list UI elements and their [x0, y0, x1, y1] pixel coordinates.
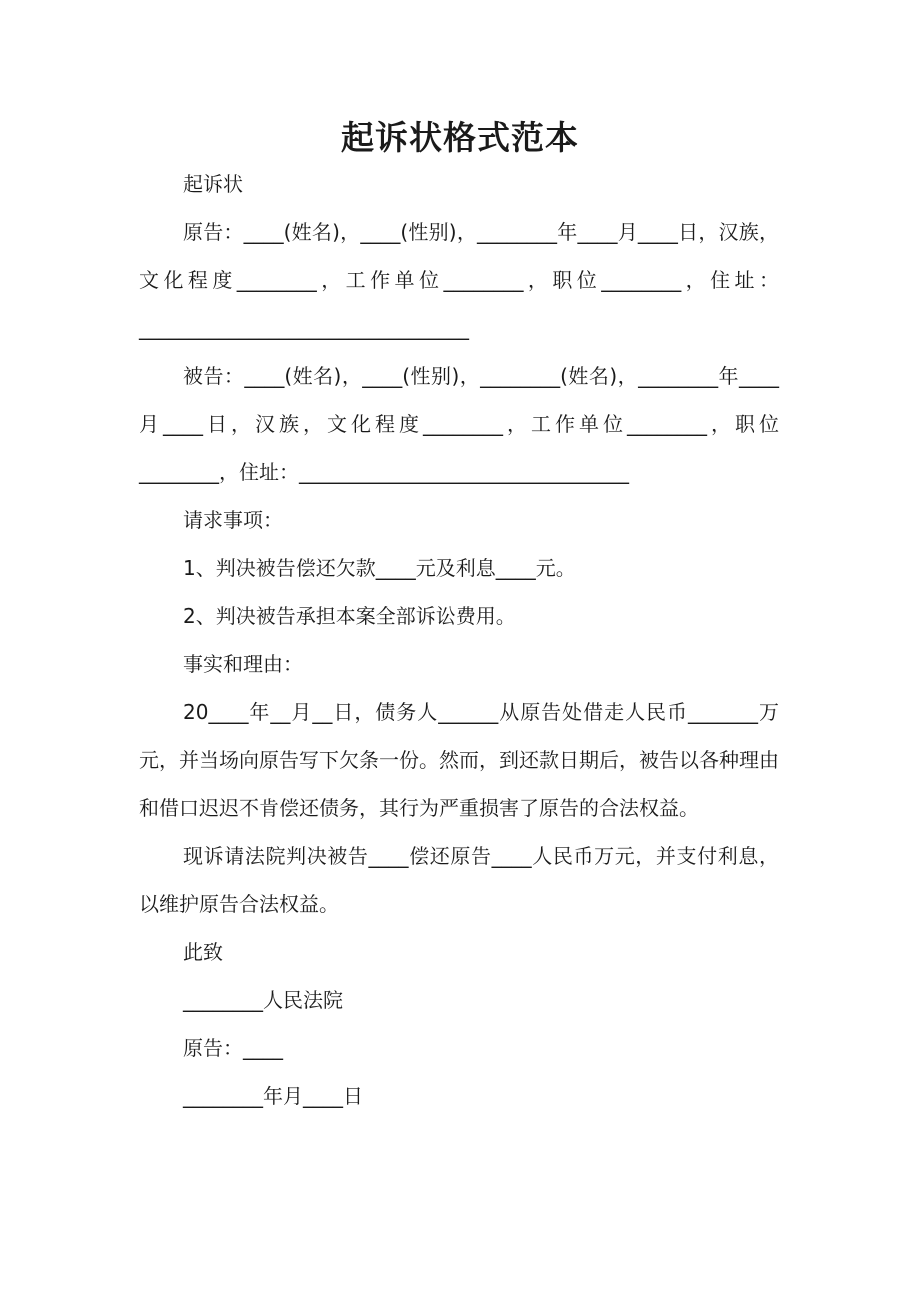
request-paragraph: 现诉请法院判决被告____偿还原告____人民币万元，并支付利息，以维护原告合法权益。: [139, 844, 779, 916]
claims-heading: 请求事项：: [183, 508, 283, 532]
document-body: [139, 160, 779, 1120]
signature-plaintiff: 原告：____: [183, 1036, 283, 1060]
court-name: ________人民法院: [183, 988, 343, 1012]
plaintiff-info: 原告：____(姓名)，____(性别)，________年____月____日，汉族，文化程度________，工作单位________，职位________，住址：_________________________________: [139, 220, 779, 340]
heading-complaint: 起诉状: [183, 172, 243, 196]
facts-heading: 事实和理由：: [183, 652, 303, 676]
claim-item-1: 1、判决被告偿还欠款____元及利息____元。: [183, 556, 576, 580]
signature-date: ________年月____日: [183, 1084, 363, 1108]
facts-paragraph: 20____年__月__日，债务人______从原告处借走人民币_______万元，并当场向原告写下欠条一份。然而，到还款日期后，被告以各种理由和借口迟迟不肯偿还债务，其行为严重损害了原告的合法权益。: [139, 700, 779, 820]
defendant-info: 被告：____(姓名)，____(性别)，________(姓名)，________年____月____日，汉族，文化程度________，工作单位________，职位________，住址：_________________________________: [139, 364, 779, 484]
closing-salutation: 此致: [183, 940, 223, 964]
claim-item-2: 2、判决被告承担本案全部诉讼费用。: [183, 604, 516, 628]
document-title: 起诉状格式范本: [341, 118, 579, 157]
